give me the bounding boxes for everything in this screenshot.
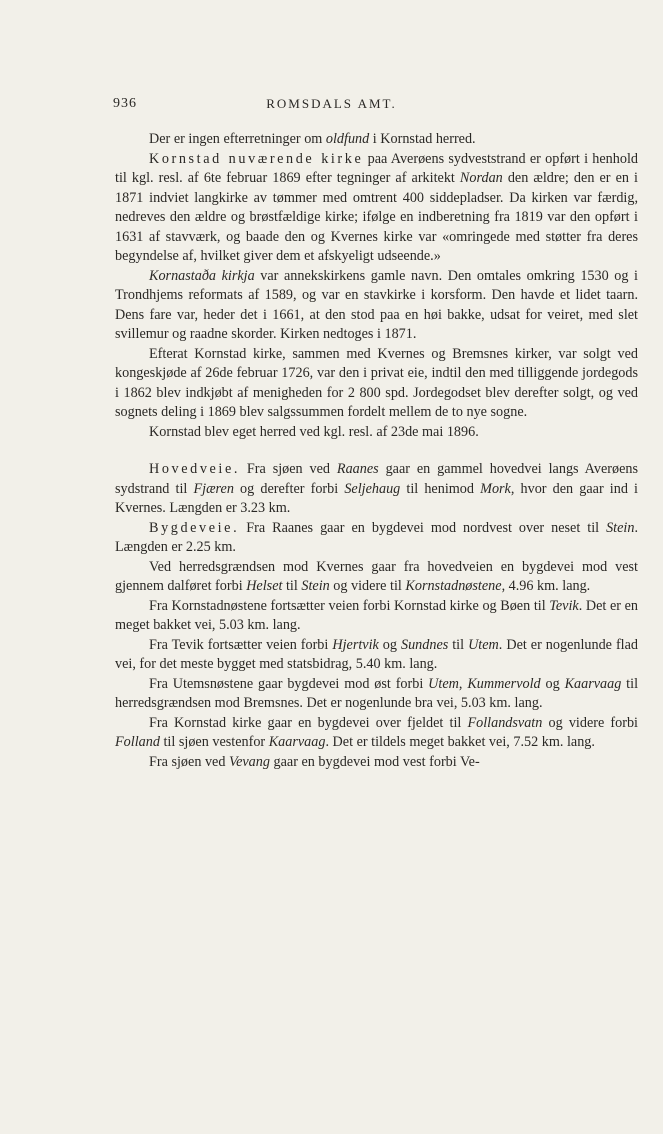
text-run: og	[540, 675, 565, 692]
text-run: Fra Kornstadnøstene fortsætter veien forbi Kornstad kirke og Bøen til	[149, 597, 550, 614]
text-run: . Længden er 2.25 km.	[115, 519, 638, 555]
text-run: og	[378, 636, 401, 653]
page-number: 936	[113, 96, 137, 111]
paragraph	[115, 130, 638, 150]
page-header	[0, 96, 663, 116]
page-body-text	[115, 130, 638, 772]
italic-term: Fjæren	[193, 480, 234, 497]
text-run: Efterat Kornstad kirke, sammen med Kvernes og Bremsnes kirker, var solgt ved kongeskjøde af 26de februar 1726, var den i privat eie, indtil den med tilliggende jordegods i 1862 blev indkjøbt af menigheden for 2 800 spd. Jordegodset blev derefter solgt, og ved sognets deling i 1869 blev salgssummen fordelt mellem de to nye sogne.	[115, 345, 638, 420]
italic-term: Kaarvaag	[564, 675, 622, 692]
paragraph	[115, 267, 638, 345]
paragraph	[115, 345, 638, 423]
text-run: Fra Raanes gaar en bygdevei mod nordvest over neset til	[239, 519, 607, 536]
paragraph	[115, 423, 638, 443]
italic-term: oldfund	[325, 131, 370, 147]
italic-term: Hjertvik	[332, 636, 379, 653]
text-run: Ved herredsgrændsen mod Kvernes gaar fra hovedveien en bygdevei mod vest gjennem dalføret forbi	[115, 558, 638, 594]
italic-term: Utem	[428, 675, 459, 692]
italic-term: Tevik	[549, 597, 579, 614]
italic-term: Seljehaug	[344, 480, 401, 497]
text-run: paa Averøens sydveststrand er opført i henhold til kgl. resl. af 6te februar 1869 efter tegninger af arkitekt	[115, 150, 638, 186]
italic-term: Stein	[606, 519, 635, 536]
italic-term: Utem	[468, 636, 499, 653]
text-run: Der er ingen efterretninger om	[149, 131, 326, 147]
italic-term: Folland	[115, 734, 160, 750]
text-run: , 4.96 km. lang.	[501, 578, 591, 594]
text-run: . Det er tildels meget bakket vei, 7.52 km. lang.	[325, 734, 595, 750]
text-run: og videre forbi	[542, 714, 638, 731]
text-run: var annekskirkens gamle navn. Den omtales omkring 1530 og i Trondhjems reformats af 1589, og var en stavkirke i korsform. Den havde et lidet taarn. Dens fare var, heder det i 1661, at den stod paa en høi bakke, udsat for veiret, med slet svillemur og raadne skorder. Kirken nedtoges i 1871.	[115, 267, 638, 342]
spaced-heading: Kornstad nuværende kirke	[149, 150, 364, 167]
text-run: og videre til	[329, 578, 406, 594]
text-run: Fra Tevik fortsætter veien forbi	[149, 636, 333, 653]
text-run: Fra Utemsnøstene gaar bygdevei mod øst forbi	[149, 675, 429, 692]
paragraph	[115, 558, 638, 597]
text-run: Fra sjøen ved	[240, 461, 337, 477]
italic-term: Mork	[480, 480, 511, 497]
italic-term: Follandsvatn	[467, 714, 543, 731]
text-run: Fra sjøen ved	[149, 753, 229, 770]
paragraph	[115, 714, 638, 753]
text-run: , hvor den gaar ind i Kvernes. Længden er 3.23 km.	[115, 480, 638, 516]
italic-term: Kornastaða kirkja	[149, 267, 255, 284]
italic-term: Kaarvaag	[268, 734, 326, 750]
paragraph	[115, 675, 638, 714]
text-run: ,	[458, 675, 468, 692]
text-run: gaar en gammel hovedvei langs Averøens sydstrand til	[115, 461, 638, 497]
paragraph	[115, 636, 638, 675]
text-run: til sjøen vestenfor	[159, 734, 269, 750]
spaced-heading: Hovedveie.	[149, 461, 241, 477]
text-run: den ældre; den er en i 1871 indviet langkirke av tømmer med omtrent 400 siddepladser. Da kirken var færdig, nedreves den ældre og brøstfældige kirke; ifølge en indberetning fra 1819 var den opført i 1631 af stavværk, og baade den og Kvernes kirke var «omringede med støtter fra deres begyndelse af, hvilket giver dem et afskyeligt udseende.»	[115, 170, 638, 264]
paragraph	[115, 150, 638, 267]
paragraph	[115, 460, 638, 519]
paragraph	[115, 519, 638, 558]
text-run: Kornstad blev eget herred ved kgl. resl. af 23de mai 1896.	[149, 423, 479, 440]
text-run: gaar en bygdevei mod vest forbi Ve-	[269, 753, 480, 770]
italic-term: Raanes	[336, 461, 379, 477]
text-run: . Det er en meget bakket vei, 5.03 km. lang.	[115, 597, 638, 633]
spaced-heading: Bygdeveie.	[149, 519, 240, 536]
italic-term: Kummervold	[467, 675, 541, 692]
text-run: til herredsgrændsen mod Bremsnes. Det er nogenlunde bra vei, 5.03 km. lang.	[115, 675, 639, 711]
text-run: . Det er nogenlunde flad vei, for det meste bygget med statsbidrag, 5.40 km. lang.	[115, 636, 639, 672]
paragraph	[115, 597, 638, 636]
paragraph	[115, 753, 638, 773]
text-run: til	[448, 636, 469, 653]
text-run: til	[282, 578, 302, 594]
italic-term: Vevang	[229, 753, 270, 770]
text-run: og derefter forbi	[233, 480, 345, 497]
running-title: ROMSDALS AMT.	[266, 96, 397, 111]
text-run: Fra Kornstad kirke gaar en bygdevei over fjeldet til	[149, 714, 468, 731]
italic-term: Sundnes	[400, 636, 449, 653]
text-run: til henimod	[400, 480, 481, 497]
italic-term: Kornstadnøstene	[405, 578, 502, 594]
italic-term: Stein	[301, 578, 330, 594]
italic-term: Helset	[246, 578, 283, 594]
italic-term: Nordan	[459, 170, 503, 186]
text-run: i Kornstad herred.	[369, 131, 476, 147]
